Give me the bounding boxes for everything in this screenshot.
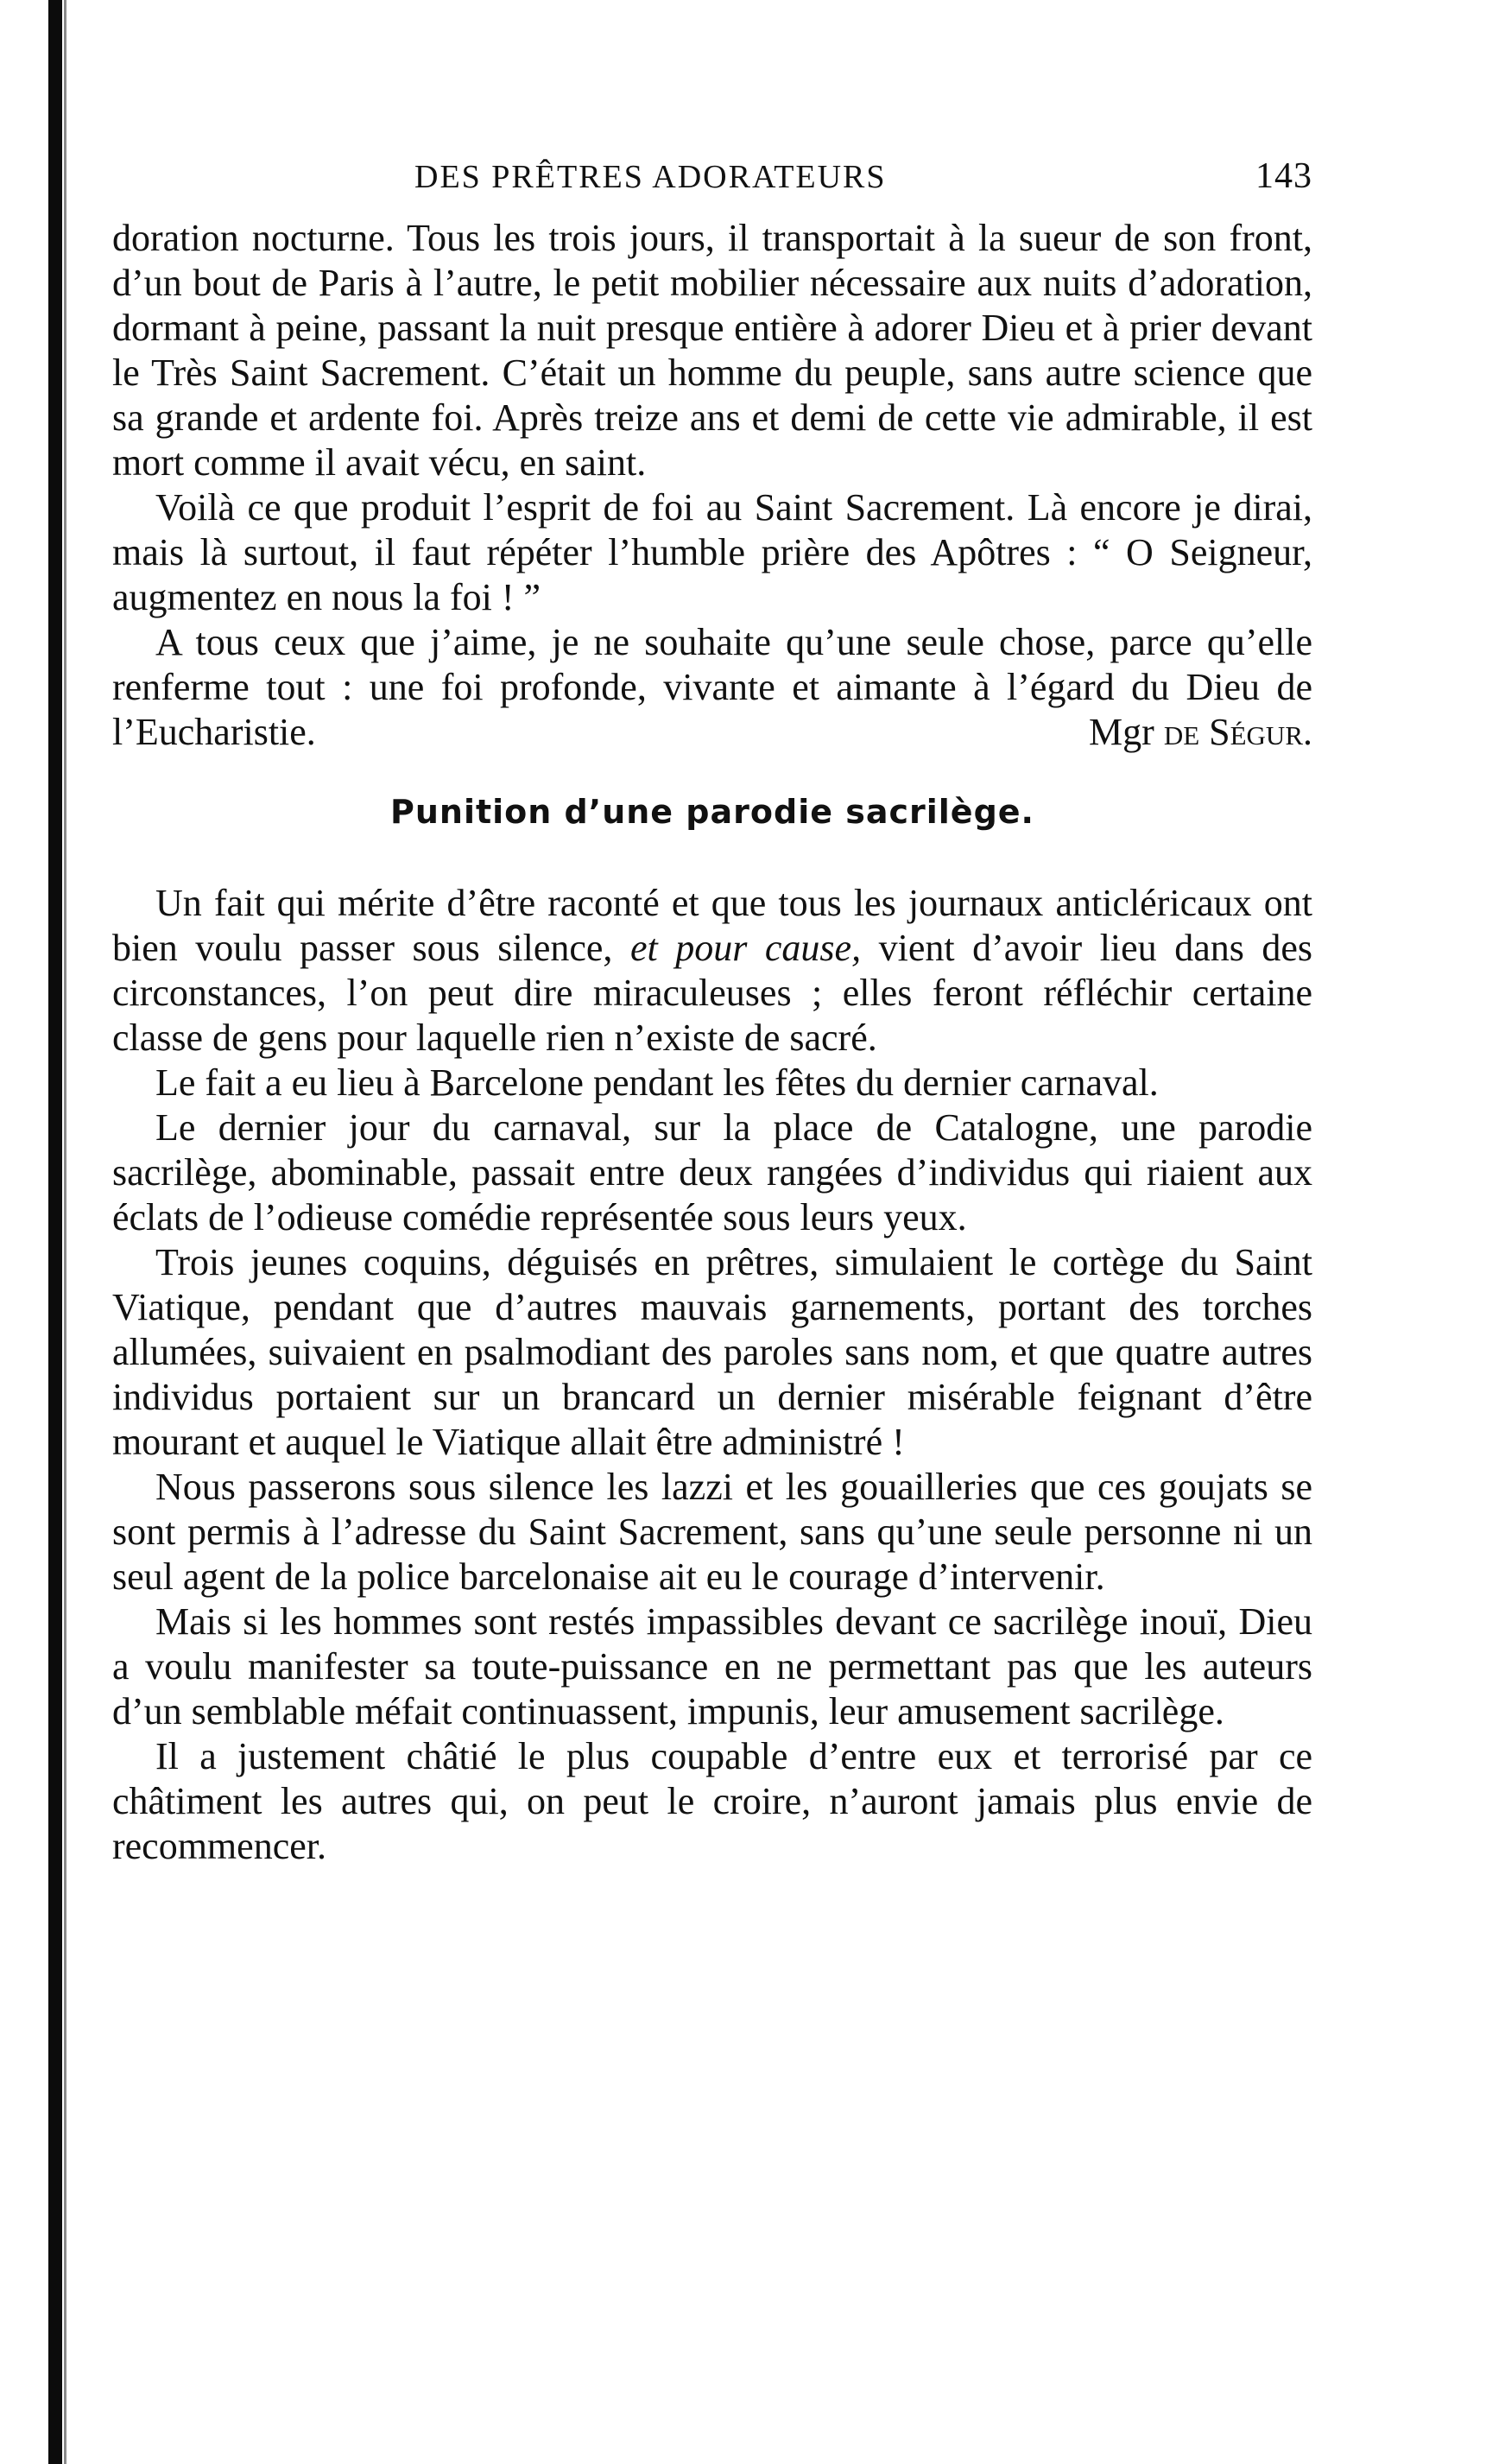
body-text <box>112 216 1312 1869</box>
signature-prefix: Mgr <box>1089 711 1154 753</box>
page-binding-shadow <box>64 0 66 2464</box>
paragraph <box>112 881 1312 1061</box>
page-number: 143 <box>1255 156 1312 196</box>
paragraph: Nous passerons sous silence les lazzi et les gouailleries que ces goujats se sont permis à l’adresse du Saint Sacrement, sans qu’une seule personne ni un seul agent de la police barcelonaise ait eu le courage d’intervenir. <box>112 1466 1312 1598</box>
italic-phrase: et pour cause, <box>629 927 862 969</box>
paragraph: Le dernier jour du carnaval, sur la place de Catalogne, une parodie sacrilège, abominable, passait entre deux rangées d’individus qui riaient aux éclats de l’odieuse comédie représentée sous leurs yeux. <box>112 1106 1312 1238</box>
running-head <box>112 155 1312 216</box>
section-heading: Punition d’une parodie sacrilège. <box>390 793 1034 831</box>
paragraph-text-start: Un fait qui mérite d’être raconté et que tous les journaux anticléricaux ont bien voulu passer sous silence, <box>112 882 1312 969</box>
signature-name: de Ségur. <box>1163 711 1312 753</box>
paragraph-text-end: vient d’avoir lieu dans des circonstances, l’on peut dire miraculeuses ; elles feront réfléchir certaine classe de gens pour laquelle rien n’existe de sacré. <box>112 927 1313 1059</box>
paragraph: Voilà ce que produit l’esprit de foi au Saint Sacrement. Là encore je dirai, mais là surtout, il faut répéter l’humble prière des Apôtres : “ O Seigneur, augmentez en nous la foi ! ” <box>112 486 1312 618</box>
paragraph-with-signature <box>112 620 1312 755</box>
running-head-title: DES PRÊTRES ADORATEURS <box>414 159 887 195</box>
paragraph: Trois jeunes coquins, déguisés en prêtres, simulaient le cortège du Saint Viatique, pendant que d’autres mauvais garnements, portant des torches allumées, suivaient en psalmodiant des paroles sans nom, et que quatre autres individus portaient sur un brancard un dernier misérable feignant d’être mourant et auquel le Viatique allait être administré ! <box>112 1241 1312 1463</box>
page-binding-edge <box>48 0 62 2464</box>
paragraph: Il a justement châtié le plus coupable d’entre eux et terrorisé par ce châtiment les autres qui, on peut le croire, n’auront jamais plus envie de recommencer. <box>112 1735 1312 1867</box>
paragraph-text: A tous ceux que j’aime, je ne souhaite qu’une seule chose, parce qu’elle renferme tout : une foi profonde, vivante et aimante à l’égard du Dieu de l’Eucharistie. <box>112 621 1312 753</box>
author-signature <box>1046 710 1312 755</box>
book-page <box>112 155 1312 1869</box>
paragraph: Le fait a eu lieu à Barcelone pendant les fêtes du dernier carnaval. <box>155 1061 1159 1104</box>
paragraph-continued: doration nocturne. Tous les trois jours, il transportait à la sueur de son front, d’un bout de Paris à l’autre, le petit mobilier nécessaire aux nuits d’adoration, dormant à peine, passant la nuit presque entière à adorer Dieu et à prier devant le Très Saint Sacrement. C’était un homme du peuple, sans autre science que sa grande et ardente foi. Après treize ans et demi de cette vie admirable, il est mort comme il avait vécu, en saint. <box>112 217 1312 484</box>
paragraph: Mais si les hommes sont restés impassibles devant ce sacrilège inouï, Dieu a voulu manifester sa toute-puissance en ne permettant pas que les auteurs d’un semblable méfait continuassent, impunis, leur amusement sacrilège. <box>112 1600 1312 1732</box>
